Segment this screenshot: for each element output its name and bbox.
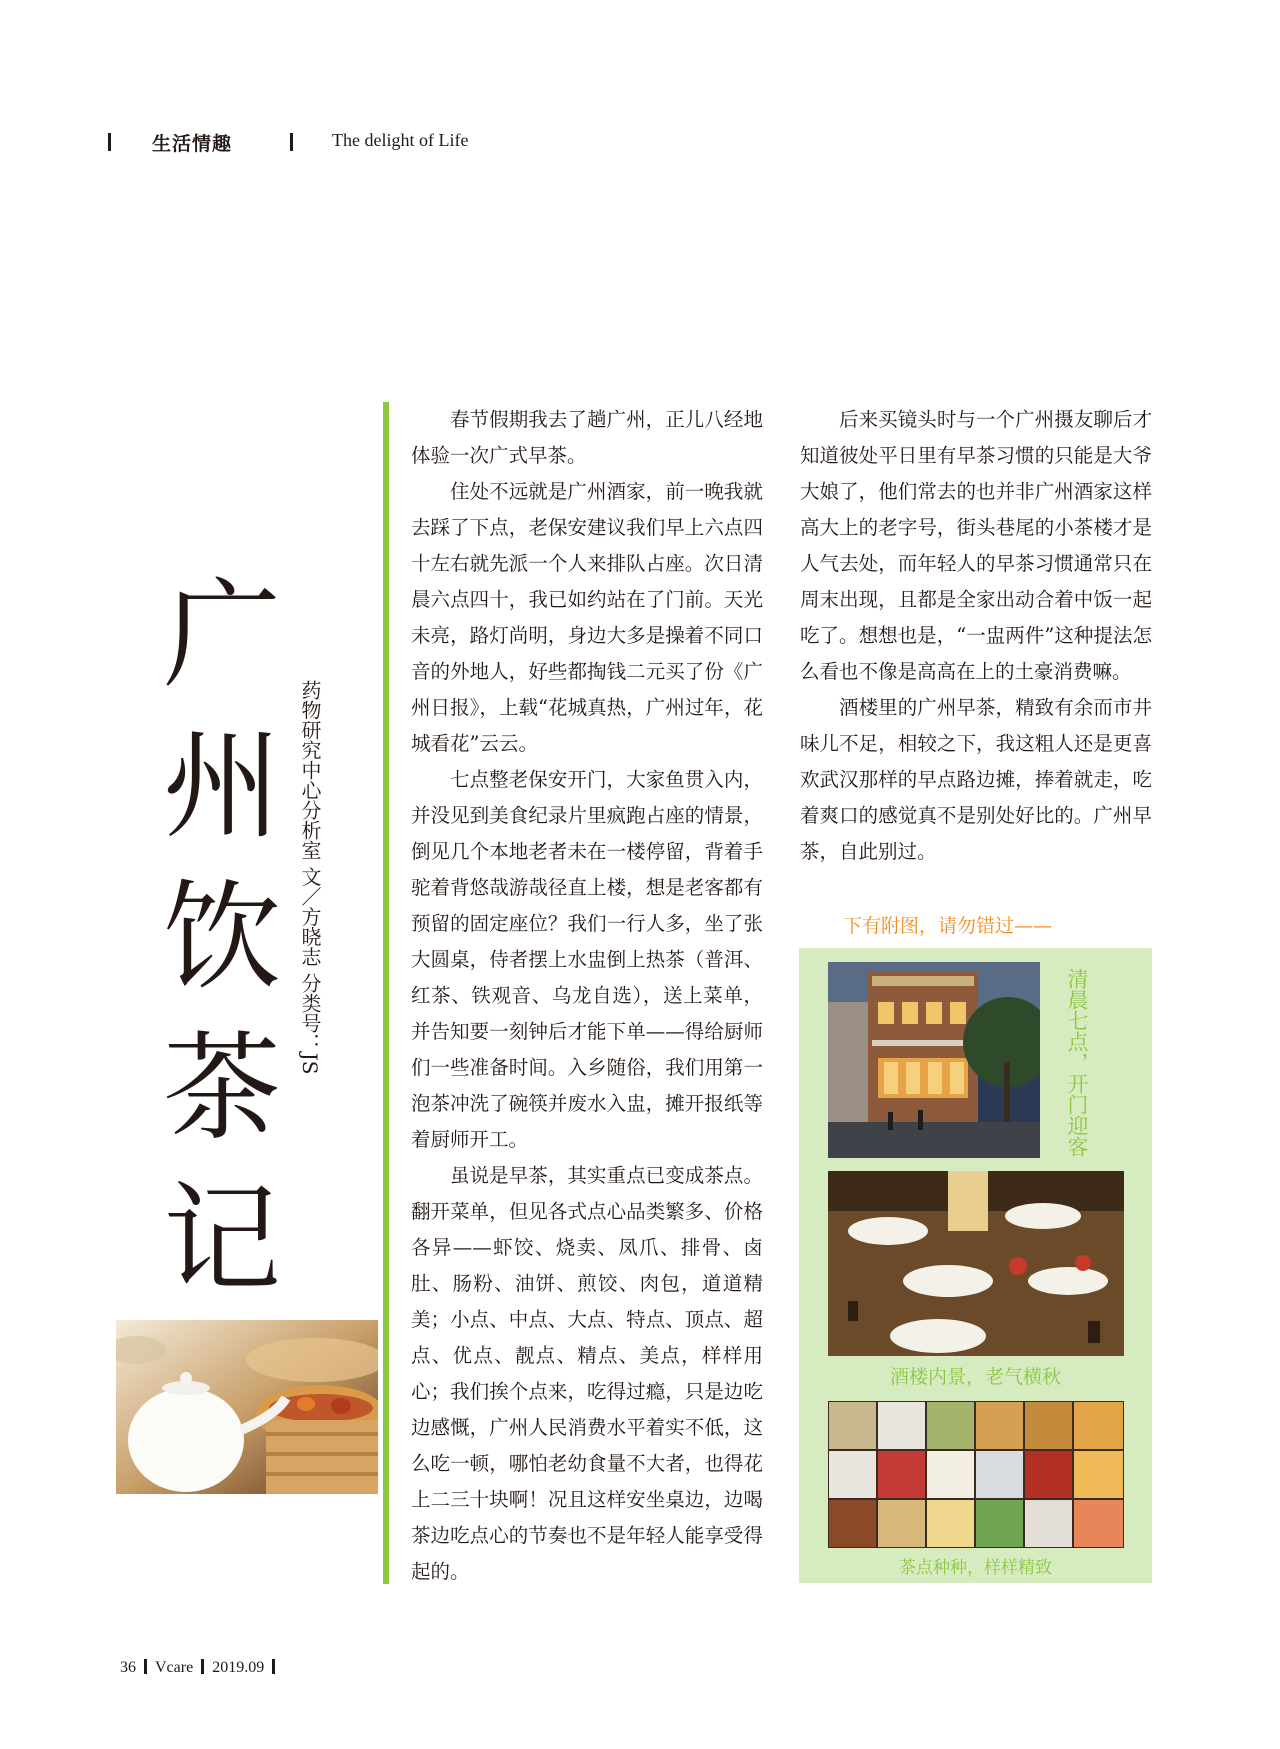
section-subtitle: The delight of Life bbox=[332, 130, 469, 150]
issue-date: 2019.09 bbox=[212, 1659, 265, 1676]
page-footer bbox=[120, 1659, 283, 1677]
footer-divider bbox=[201, 1659, 204, 1674]
magazine-name: Vcare bbox=[155, 1659, 194, 1676]
paragraph: 住处不远就是广州酒家，前一晚我就去踩了下点，老保安建议我们早上六点四十左右就先派一个人来排队占座。次日清晨六点四十，我已如约站在了门前。天光未亮，路灯尚明，身边大多是操着不同口音的外地人，好些都掏钱二元买了份《广州日报》，上载“花城真热，广州过年，花城看花”云云。 bbox=[411, 480, 763, 755]
dimsum-teapot-photo bbox=[116, 1320, 378, 1494]
article-title bbox=[152, 560, 292, 1315]
footer-divider bbox=[144, 1659, 147, 1674]
header-divider bbox=[108, 133, 111, 151]
paragraph: 酒楼里的广州早茶，精致有余而市井味儿不足，相较之下，我这粗人还是更喜欢武汉那样的早点路边摊，捧着就走，吃着爽口的感觉真不是别处好比的。广州早茶，自此别过。 bbox=[800, 696, 1152, 863]
column-divider bbox=[383, 402, 389, 1584]
footer-divider bbox=[272, 1659, 275, 1674]
photo-caption-interior: 酒楼内景，老气横秋 bbox=[889, 1366, 1061, 1388]
paragraph: 后来买镜头时与一个广州摄友聊后才知道彼处平日里有早茶习惯的只能是大爷大娘了，他们常去的也并非广州酒家这样高大上的老字号，街头巷尾的小茶楼才是人气去处，而年轻人的早茶习惯通常只在周末出现，且都是全家出动合着中饭一起吃了。想想也是，“一盅两件”这种提法怎么看也不像是高高在上的土豪消费嘛。 bbox=[800, 408, 1152, 683]
restaurant-exterior-photo bbox=[828, 962, 1040, 1158]
title-char: 广 bbox=[162, 566, 281, 704]
header-divider bbox=[290, 133, 293, 151]
photo-caption-morning: 清晨七点，开门迎客 bbox=[1065, 968, 1089, 1157]
photo-caption-dimsum: 茶点种种，样样精致 bbox=[899, 1558, 1052, 1578]
title-char: 州 bbox=[162, 717, 281, 855]
restaurant-interior-photo bbox=[828, 1171, 1124, 1356]
title-char: 记 bbox=[162, 1170, 281, 1308]
paragraph: 虽说是早茶，其实重点已变成茶点。翻开菜单，但见各式点心品类繁多、价格各异——虾饺、烧卖、凤爪、排骨、卤肚、肠粉、油饼、煎饺、肉包，道道精美；小点、中点、大点、特点、顶点、超点、优点、靓点、精点、美点，样样用心；我们挨个点来，吃得过瘾，只是边吃边感慨，广州人民消费水平着实不低，这么吃一顿，哪怕老幼食量不大者，也得花上二三十块啊！况且这样安坐桌边，边喝茶边吃点心的节奏也不是年轻人能享受得起的。 bbox=[411, 1164, 763, 1583]
paragraph: 春节假期我去了趟广州，正儿八经地体验一次广式早茶。 bbox=[411, 408, 763, 467]
article-column-1 bbox=[411, 402, 763, 1590]
section-title: 生活情趣 bbox=[152, 133, 233, 155]
title-char: 茶 bbox=[162, 1019, 281, 1157]
dimsum-grid-photo bbox=[828, 1401, 1124, 1548]
paragraph: 七点整老保安开门，大家鱼贯入内，并没见到美食纪录片里疯跑占座的情景，倒见几个本地老者未在一楼停留，背着手驼着背悠哉游哉径直上楼，想是老客都有预留的固定座位？我们一行人多，坐了张大圆桌，侍者摆上水盅倒上热茶（普洱、红茶、铁观音、乌龙自选），送上菜单，并告知要一刻钟后才能下单——得给厨师们一些准备时间。入乡随俗，我们用第一泡茶冲洗了碗筷并废水入盅，摊开报纸等着厨师开工。 bbox=[411, 768, 763, 1151]
photo-lead-text: 下有附图，请勿错过—— bbox=[843, 915, 1053, 937]
article-column-2 bbox=[800, 402, 1152, 870]
page-number: 36 bbox=[120, 1659, 136, 1676]
byline: 药物研究中心分析室 文／方晓志 分类号：JS bbox=[298, 680, 322, 1075]
title-char: 饮 bbox=[162, 868, 281, 1006]
